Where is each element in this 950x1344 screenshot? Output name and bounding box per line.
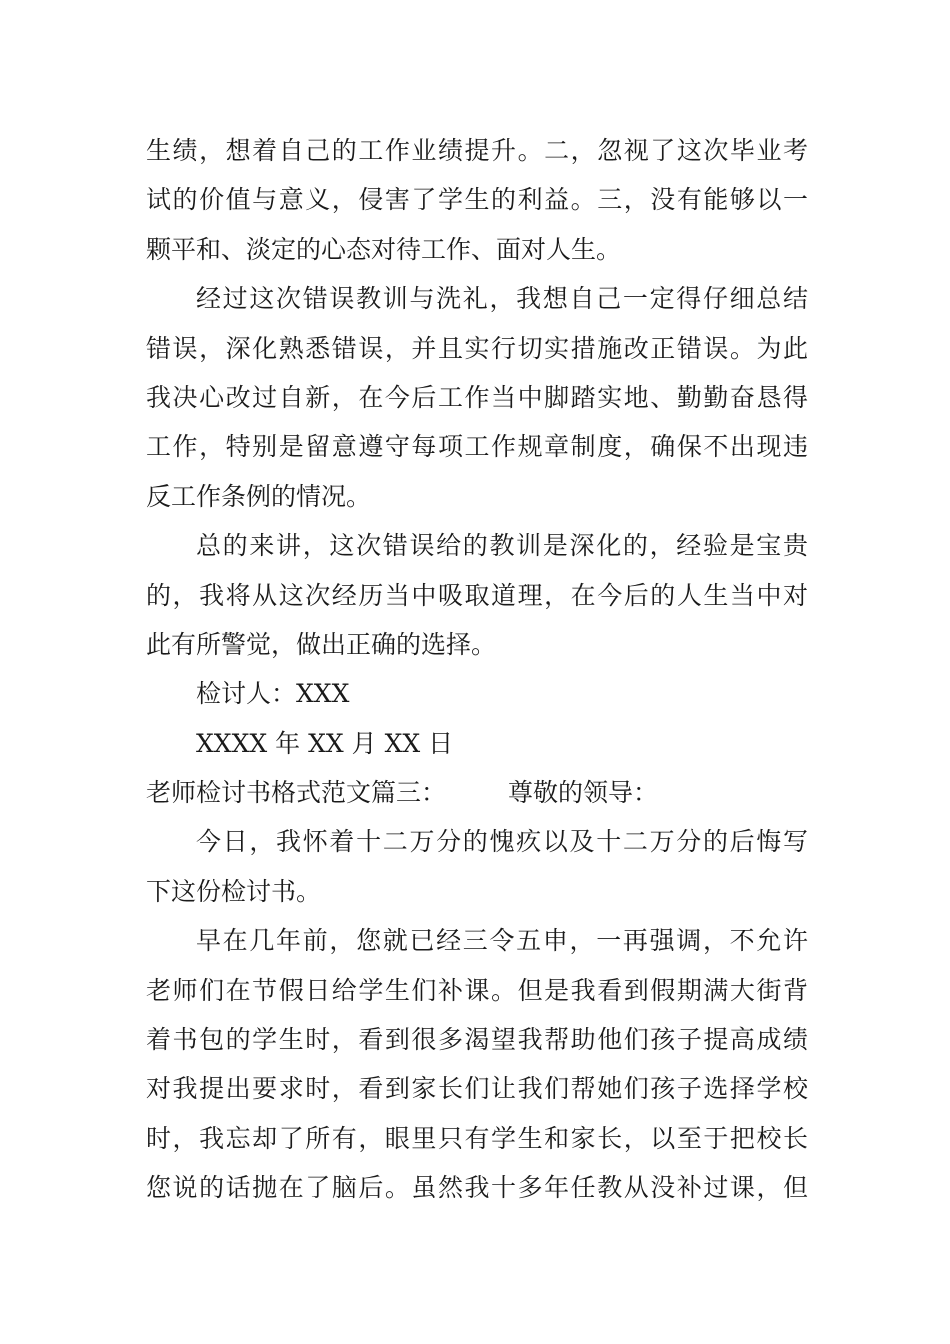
text-line: 时，我忘却了所有，眼里只有学生和家长，以至于把校长 [146, 1123, 808, 1153]
text-line: 的，我将从这次经历当中吸取道理，在今后的人生当中对 [146, 580, 808, 610]
section-title: 老师检讨书格式范文篇三： [146, 778, 447, 808]
text-line: 此有所警觉，做出正确的选择。 [146, 629, 497, 659]
text-line: 您说的话抛在了脑后。虽然我十多年任教从没补过课，但 [146, 1173, 808, 1203]
text-line: 下这份检讨书。 [146, 876, 322, 906]
text-line: 颗平和、淡定的心态对待工作、面对人生。 [146, 234, 622, 264]
text-line: 反工作条例的情况。 [146, 481, 372, 511]
text-line: 对我提出要求时，看到家长们让我们帮她们孩子选择学校 [146, 1074, 808, 1104]
text-line: 生绩，想着自己的工作业绩提升。二，忽视了这次毕业考 [146, 136, 808, 165]
text-line: 老师们在节假日给学生们补课。但是我看到假期满大街背 [146, 975, 808, 1005]
document-body [146, 126, 808, 1213]
text-line: 今日，我怀着十二万分的愧疚以及十二万分的后悔写 [196, 827, 808, 857]
text-line: 经过这次错误教训与洗礼，我想自己一定得仔细总结 [196, 284, 808, 314]
section-heading [146, 768, 808, 817]
text-line: 错误，深化熟悉错误，并且实行切实措施改正错误。为此 [146, 333, 808, 363]
text-line: 工作，特别是留意遵守每项工作规章制度，确保不出现违 [146, 432, 808, 462]
text-line: 早在几年前，您就已经三令五申，一再强调，不允许 [196, 926, 808, 956]
signature-line: 检讨人：XXX [196, 679, 350, 709]
text-line: 着书包的学生时，看到很多渴望我帮助他们孩子提高成绩 [146, 1025, 808, 1055]
text-line: 试的价值与意义，侵害了学生的利益。三，没有能够以一 [146, 185, 808, 215]
salutation: 尊敬的领导： [508, 778, 659, 808]
date-line: XXXX 年 XX 月 XX 日 [196, 728, 454, 758]
text-line: 我决心改过自新，在今后工作当中脚踏实地、勤勤奋恳得 [146, 382, 808, 412]
text-line: 总的来讲，这次错误给的教训是深化的，经验是宝贵 [196, 531, 808, 561]
